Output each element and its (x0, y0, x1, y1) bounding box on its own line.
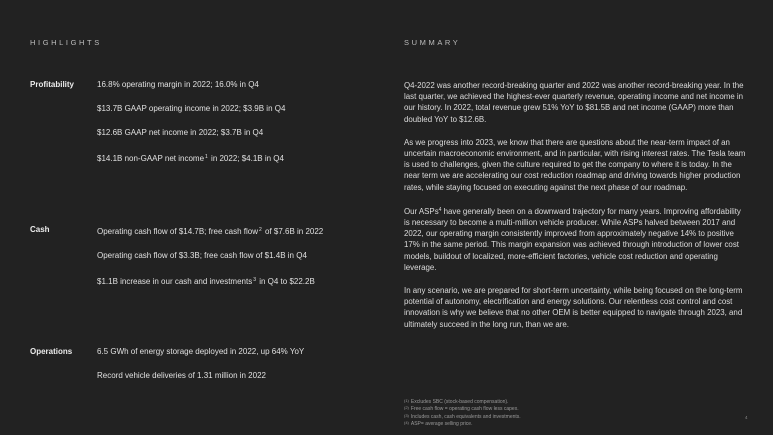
item-text: $14.1B non-GAAP net income (97, 154, 205, 163)
footnote (404, 405, 704, 412)
item-text: in 2022; $4.1B in Q4 (208, 154, 284, 163)
footnote (404, 398, 704, 405)
footnote (404, 413, 704, 420)
item-text: Operating cash flow of $14.7B; free cash flow (97, 227, 258, 236)
footnote-text: ASP= average selling price. (410, 421, 473, 428)
operations-label: Operations (30, 347, 73, 356)
highlight-item: 16.8% operating margin in 2022; 16.0% in Q4 (97, 80, 259, 89)
highlight-item (97, 225, 387, 237)
footnote-text: Excludes SBC (stock-based compensation). (410, 399, 509, 405)
highlight-item: $13.7B GAAP operating income in 2022; $3.9B in Q4 (97, 104, 286, 113)
summary-body (404, 80, 746, 342)
profitability-label: Profitability (30, 80, 75, 89)
summary-heading: SUMMARY (404, 38, 461, 47)
highlight-item: $12.6B GAAP net income in 2022; $3.7B in Q4 (97, 128, 264, 137)
footnote-number: (3) (404, 412, 409, 418)
item-text: of $7.6B in 2022 (262, 227, 324, 236)
summary-paragraph: Q4-2022 was another record-breaking quarter and 2022 was another record-breaking year. In the last quarter, we achieved the highest-ever quarterly revenue, operating income and net income in our history. In 2022, total revenue grew 51% YoY to $81.5B and net income (GAAP) more than doubled YoY to $12.6B. (404, 81, 744, 124)
highlight-item (97, 275, 387, 287)
page-number: 4 (745, 415, 748, 420)
footnote-number: (1) (404, 398, 409, 403)
summary-paragraph: In any scenario, we are prepared for short-term uncertainty, while being focused on the long-term potential of autonomy, electrification and energy solutions. Our relentless cost control and cost innovation is why we believe that no other OEM is better equipped to navigate through 2023, and ultimately succeed in the long run, than we are. (404, 286, 743, 329)
highlight-item (97, 152, 387, 164)
footnote-text: Free cash flow = operating cash flow less capex. (410, 406, 519, 413)
highlight-item: Record vehicle deliveries of 1.31 million in 2022 (97, 371, 266, 380)
highlight-item: 6.5 GWh of energy storage deployed in 2022, up 64% YoY (97, 347, 305, 356)
footnote-ref: 1 (205, 154, 208, 160)
footnote-text: Includes cash, cash equivalents and investments. (410, 413, 521, 420)
footnote-ref: 3 (253, 277, 256, 283)
paragraph-text: have generally been on a downward trajectory for many years. Improving affordability is necessary to become a multi-million vehicle producer. While ASPs halved between 2017 and 2022, our operating margin consistently improved from approximately negative 14% to positive 17% in the same period. This margin expansion was achieved through introduction of lower cost models, buildout of localized, more-efficient factories, vehicle cost reduction and operating leverage. (404, 206, 741, 272)
highlights-heading: HIGHLIGHTS (30, 38, 102, 47)
footnote (404, 420, 704, 427)
paragraph-text: Our ASPs (404, 206, 439, 216)
item-text: $1.1B increase in our cash and investments (97, 277, 253, 286)
footnote-ref: 2 (258, 227, 262, 233)
footnotes (404, 398, 704, 428)
item-text: in Q4 to $22.2B (256, 277, 315, 286)
footnote-ref: 4 (438, 206, 442, 213)
footnote-number: (4) (404, 420, 409, 426)
cash-label: Cash (30, 225, 50, 234)
footnote-number: (2) (404, 405, 409, 411)
highlight-item: Operating cash flow of $3.3B; free cash flow of $1.4B in Q4 (97, 251, 307, 260)
summary-paragraph: As we progress into 2023, we know that there are questions about the near-term impact of an uncertain macroeconomic environment, and in particular, with rising interest rates. The Tesla team is used to challenges, given the culture required to get the company to where it is today. In the near term we are accelerating our cost reduction roadmap and driving towards higher production rates, while staying focused on executing against the next phase of our roadmap. (404, 137, 746, 192)
summary-paragraph (404, 205, 746, 273)
